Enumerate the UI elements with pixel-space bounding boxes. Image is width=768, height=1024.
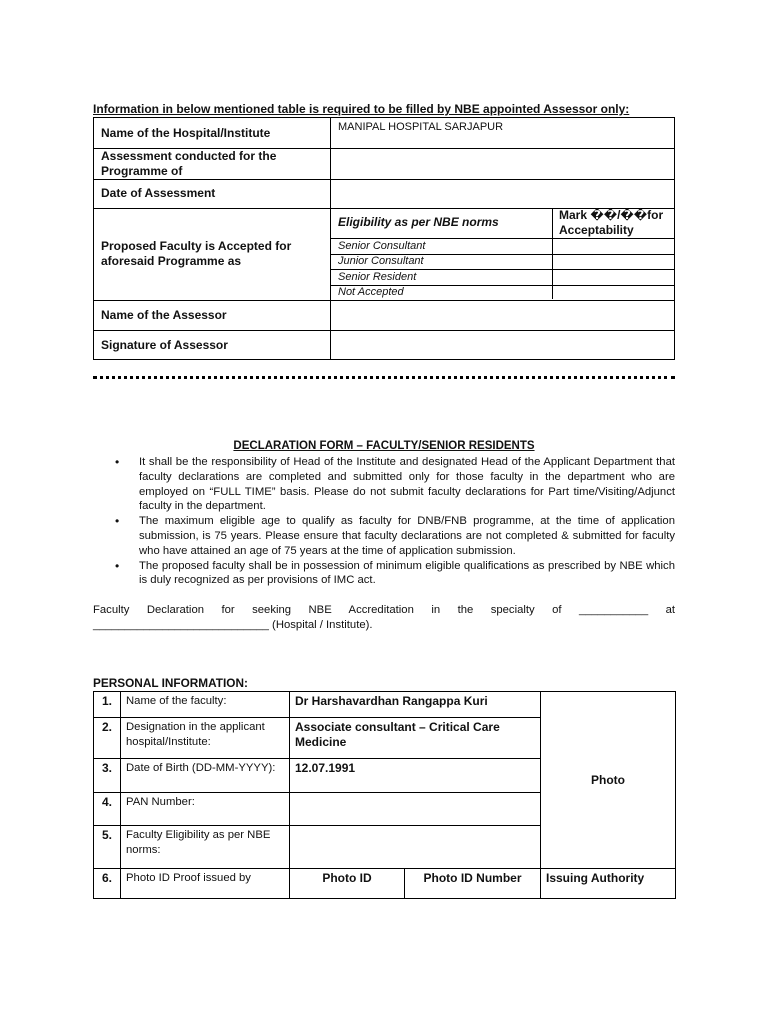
table-rule [330,118,331,359]
designation-value[interactable]: Associate consultant – Critical Care Medicine [290,718,541,759]
programme-label: Assessment conducted for the Programme of [101,149,277,178]
instruction-text: The maximum eligible age to qualify as faculty for DNB/FNB programme, at the time of application submission, is 75 years. Please ensure that faculty declarations are not completed & submitted for faculty who have attained an age of 75 years at the time of application submission. [139,515,675,557]
pan-value[interactable] [290,793,541,826]
table-row [94,869,676,899]
row-number: 4. [94,793,121,826]
mark-cell-not-accepted[interactable] [553,286,675,300]
row-number: 1. [94,692,121,718]
eligibility-value[interactable] [290,826,541,869]
hospital-label: Name of the Hospital/Institute [101,126,271,140]
accreditation-line-2: ____________________________ (Hospital / Institute). [93,619,373,631]
assessor-table [93,117,675,360]
photo-box[interactable] [541,692,676,869]
instruction-text: It shall be the responsibility of Head of the Institute and designated Head of the Applicant Department that faculty declarations are completed and submitted only for those faculty in the department who are employed on “FULL TIME” basis. Please do not submit faculty declarations for Part time/Visiting/Adjunct faculty in the department. [139,456,675,513]
mark-header: Mark ��/��for Acceptability [559,208,664,237]
field-label: Date of Birth (DD-MM-YYYY): [121,759,290,793]
assessor-name-label: Name of the Assessor [101,308,227,322]
field-label: PAN Number: [121,793,290,826]
mark-cell-senior-resident[interactable] [553,270,675,285]
field-label: Name of the faculty: [121,692,290,718]
eligibility-option: Senior Resident [338,271,417,283]
eligibility-option: Not Accepted [338,286,404,298]
mark-cell-junior-consultant[interactable] [553,255,675,269]
bullet-icon: • [115,514,120,529]
table-rule [94,300,674,301]
dotted-separator [93,376,675,379]
eligibility-option: Senior Consultant [338,240,426,252]
field-label: Faculty Eligibility as per NBE norms: [121,826,290,869]
row-number: 5. [94,826,121,869]
row-number: 6. [94,869,121,899]
declaration-title: DECLARATION FORM – FACULTY/SENIOR RESIDENTS [233,440,535,452]
hospital-value[interactable]: MANIPAL HOSPITAL SARJAPUR [338,121,504,133]
dob-value[interactable]: 12.07.1991 [290,759,541,793]
personal-info-table [93,691,676,899]
photo-id-header: Photo ID [290,869,405,899]
bullet-icon: • [115,558,120,573]
eligibility-option: Junior Consultant [338,255,424,267]
eligibility-header: Eligibility as per NBE norms [338,215,499,229]
list-item [93,559,675,589]
list-item [93,514,675,558]
photo-label: Photo [591,772,625,787]
date-label: Date of Assessment [101,186,216,200]
field-label: Designation in the applicant hospital/Institute: [121,718,290,759]
mark-cell-senior-consultant[interactable] [553,239,675,254]
field-label: Photo ID Proof issued by [121,869,290,899]
personal-info-heading: PERSONAL INFORMATION: [93,676,248,690]
row-number: 3. [94,759,121,793]
signature-label: Signature of Assessor [101,338,228,352]
faculty-name-value[interactable]: Dr Harshavardhan Rangappa Kuri [290,692,541,718]
faculty-accepted-label: Proposed Faculty is Accepted for aforesaid Programme as [101,239,292,268]
bullet-icon: • [115,455,120,469]
assessor-note: Information in below mentioned table is required to be filled by NBE appointed Assessor only: [93,102,630,116]
issuing-authority-header: Issuing Authority [541,869,676,899]
accreditation-line-1: Faculty Declaration for seeking NBE Accreditation in the specialty of ___________ at [93,604,675,616]
table-row [94,692,676,718]
photo-id-number-header: Photo ID Number [405,869,541,899]
row-number: 2. [94,718,121,759]
list-item [93,455,675,514]
instruction-list [93,455,675,588]
instruction-text: The proposed faculty shall be in possession of minimum eligible qualifications as prescribed by NBE which is duly recognized as per provisions of IMC act. [139,559,675,587]
table-rule [94,179,674,180]
table-rule [94,330,674,331]
